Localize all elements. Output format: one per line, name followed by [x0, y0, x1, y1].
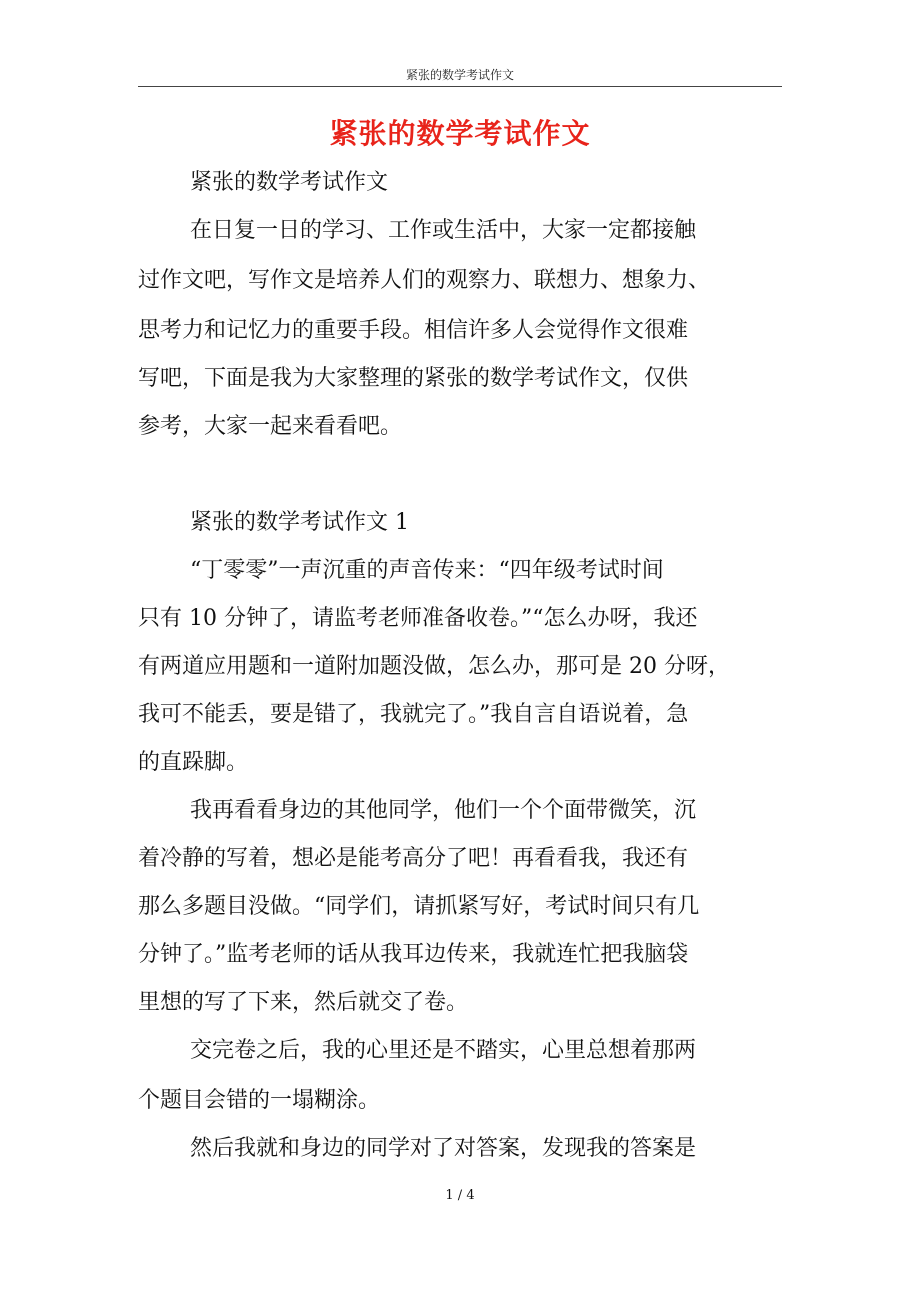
paragraph-line: 只有 10 分钟了，请监考老师准备收卷。”“怎么办呀，我还 — [138, 606, 698, 631]
paragraph-line: 参考，大家一起来看看吧。 — [138, 414, 403, 439]
document-title: 紧张的数学考试作文 — [329, 117, 591, 150]
paragraph-line: 思考力和记忆力的重要手段。相信许多人会觉得作文很难 — [138, 318, 689, 343]
paragraph-line: 个题目会错的一塌糊涂。 — [138, 1088, 381, 1113]
paragraph-line: 分钟了。”监考老师的话从我耳边传来，我就连忙把我脑袋 — [138, 942, 689, 967]
paragraph-line: 过作文吧，写作文是培养人们的观察力、联想力、想象力、 — [138, 268, 711, 293]
paragraph-line: 那么多题目没做。“同学们，请抓紧写好，考试时间只有几 — [138, 894, 700, 919]
paragraph-line: 写吧，下面是我为大家整理的紧张的数学考试作文，仅供 — [138, 366, 689, 391]
paragraph-line: 着冷静的写着，想必是能考高分了吧！再看看我，我还有 — [138, 846, 689, 871]
paragraph-line: 交完卷之后，我的心里还是不踏实，心里总想着那两 — [190, 1038, 697, 1063]
header-rule — [138, 86, 782, 87]
section-heading: 紧张的数学考试作文 1 — [190, 510, 409, 535]
running-header: 紧张的数学考试作文 — [405, 68, 514, 82]
paragraph-line: 我可不能丢，要是错了，我就完了。”我自言自语说着，急 — [138, 702, 689, 727]
paragraph-line: “丁零零”一声沉重的声音传来：“四年级考试时间 — [190, 558, 664, 583]
paragraph-line: 有两道应用题和一道附加题没做，怎么办，那可是 20 分呀， — [138, 654, 730, 679]
paragraph-line: 里想的写了下来，然后就交了卷。 — [138, 990, 469, 1015]
paragraph-line: 在日复一日的学习、工作或生活中，大家一定都接触 — [190, 218, 697, 243]
paragraph-line: 的直跺脚。 — [138, 750, 249, 775]
page-number: 1 / 4 — [445, 1188, 475, 1203]
paragraph-line: 紧张的数学考试作文 — [190, 170, 389, 195]
paragraph-line: 我再看看身边的其他同学，他们一个个面带微笑，沉 — [190, 798, 697, 823]
paragraph-line: 然后我就和身边的同学对了对答案，发现我的答案是 — [190, 1136, 697, 1161]
